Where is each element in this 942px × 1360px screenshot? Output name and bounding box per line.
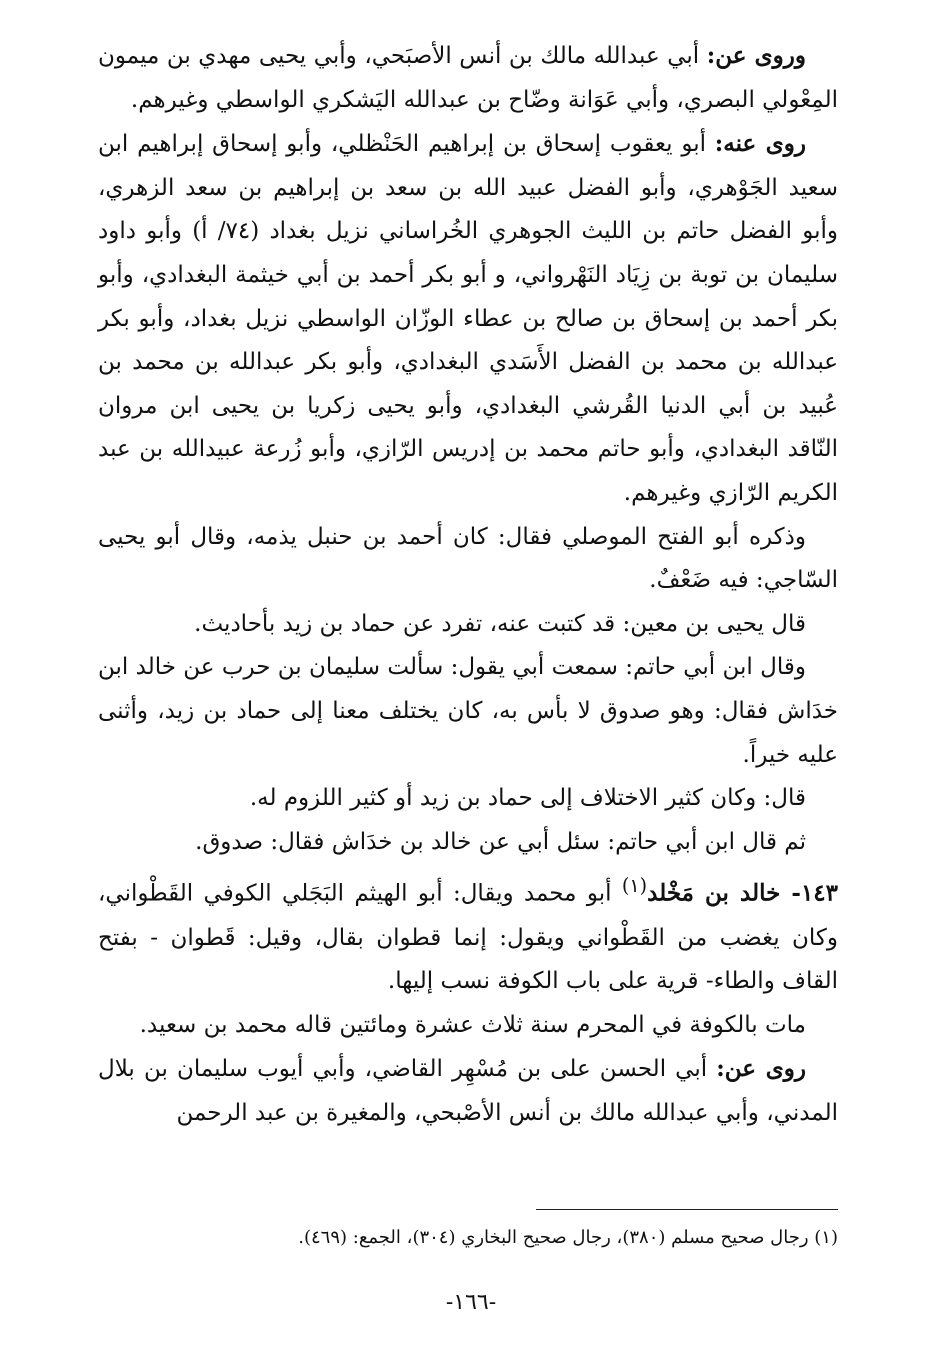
paragraph-death — [98, 1004, 838, 1048]
entry-143 — [98, 864, 838, 1003]
page-number: -١٦٦- — [445, 1290, 497, 1315]
paragraph-text: أبي عبدالله مالك بن أنس الأصبَحي، وأبي يحيى مهدي بن ميمون المِعْولي البصري، وأبي عَوَانة وضّاح بن عبدالله اليَشكري الواسطي وغيرهم. — [98, 43, 838, 113]
paragraph-text: ثم قال ابن أبي حاتم: سئل أبي عن خالد بن خدَاش فقال: صدوق. — [195, 828, 806, 855]
paragraph-lead: روى عنه: — [714, 130, 806, 158]
paragraph-mosuli — [98, 516, 838, 603]
paragraph-ibn-abi-hatim — [98, 646, 838, 777]
paragraph-text: قال: وكان كثير الاختلاف إلى حماد بن زيد أو كثير اللزوم له. — [249, 785, 806, 812]
footnote-marker: (١) — [621, 874, 648, 898]
paragraph-text: أبو محمد ويقال: أبو الهيثم البَجَلي الكوفي القَطْواني، وكان يغضب من القَطْواني ويقول: إنما قطوان بقال، وقيل: قَطوان - بفتح القاف والطاء- قرية على باب الكوفة نسب إليها. — [98, 880, 838, 995]
paragraph-narrated-from — [98, 34, 838, 122]
footnote-divider — [536, 1209, 838, 1210]
paragraph-text: وقال ابن أبي حاتم: سمعت أبي يقول: سألت سليمان بن حرب عن خالد ابن خدَاش فقال: وهو صدوق لا بأس به، كان يختلف معنا إلى حماد بن زيد، وأثنى عليه خيراً. — [98, 654, 838, 768]
entry-heading: ١٤٣- خالد بن مَخْلد — [647, 879, 838, 907]
paragraph-text: قال يحيى بن معين: قد كتبت عنه، تفرد عن حماد بن زيد بأحاديث. — [194, 610, 806, 637]
paragraph-lead: وروى عن: — [706, 42, 806, 69]
paragraph-text: أبو يعقوب إسحاق بن إبراهيم الحَنْظلي، وأبو إسحاق إبراهيم ابن سعيد الجَوْهري، وأبو الفضل عبيد الله بن سعد بن إبراهيم بن سعد الزهري، وأبو الفضل حاتم بن الليث الجوهري الخُراساني نزيل بغداد (٧٤/ أ) وأبو داود سليمان بن توبة بن زِيَاد النَهْرواني، و أبو بكر أحمد بن أبي خيثمة البغدادي، وأبو بكر أحمد بن إسحاق بن صالح بن عطاء الوزّان الواسطي نزيل بغداد، وأبو بكر عبدالله بن محمد بن الفضل الأَسَدي البغدادي، وأبو بكر عبدالله بن محمد بن عُبيد بن أبي الدنيا القُرشي البغدادي، وأبو يحيى زكريا بن يحيى ابن مروان النّاقد البغدادي، وأبو حاتم محمد بن إدريس الرّازي، وأبو زُرعة عبيدالله بن عبد الكريم الرّازي وغيرهم. — [98, 131, 838, 506]
paragraph-text: مات بالكوفة في المحرم سنة ثلاث عشرة ومائتين قاله محمد بن سعيد. — [139, 1011, 806, 1038]
paragraph-narrated-from-2 — [98, 1047, 838, 1135]
paragraph-lead: روى عن: — [716, 1055, 807, 1083]
paragraph-text: وذكره أبو الفتح الموصلي فقال: كان أحمد بن حنبل يذمه، وقال أبو يحيى السّاجي: فيه ضَعْفٌ. — [98, 523, 838, 594]
main-text — [98, 34, 838, 1136]
paragraph-ikhtilaf — [98, 777, 838, 821]
paragraph-narrated-by — [98, 122, 838, 515]
paragraph-ibn-main — [98, 603, 838, 647]
footnote: (١) رجال صحيح مسلم (٣٨٠)، رجال صحيح البخاري (٣٠٤)، الجمع: (٤٦٩). — [298, 1227, 838, 1248]
paragraph-text: أبي الحسن على بن مُسْهِر القاضي، وأبي أيوب سليمان بن بلال المدني، وأبي عبدالله مالك بن أنس الأصْبحي، والمغيرة بن عبد الرحمن — [98, 1056, 838, 1126]
paragraph-saduq — [98, 821, 838, 865]
